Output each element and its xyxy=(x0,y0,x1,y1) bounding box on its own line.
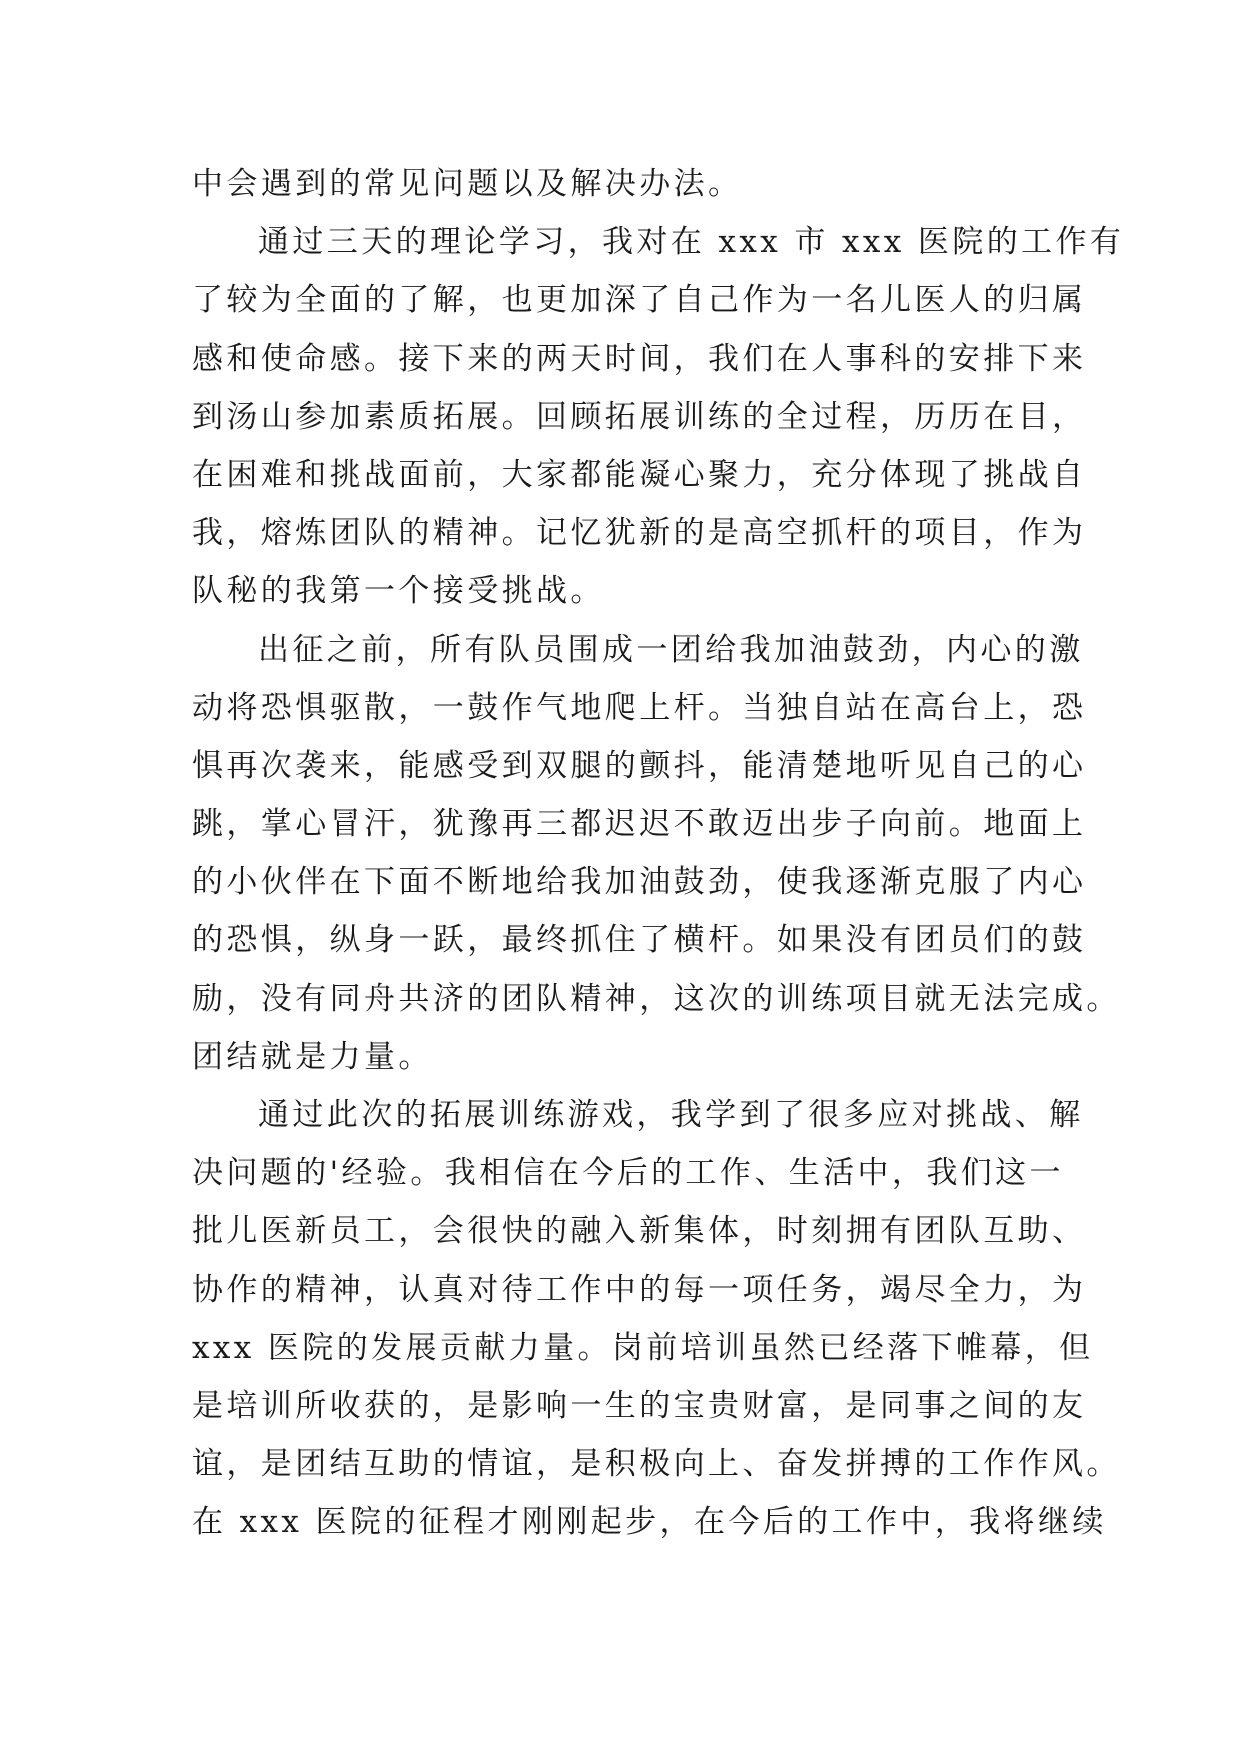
text-line: 队秘的我第一个接受挑战。 xyxy=(192,573,605,610)
text-line: 谊，是团结互助的情谊，是积极向上、奋发拼搏的工作作风。 xyxy=(192,1446,1121,1483)
text-line: xxx 医院的发展贡献力量。岗前培训虽然已经落下帷幕，但 xyxy=(192,1329,1094,1366)
text-line: 在 xxx 医院的征程才刚刚起步，在今后的工作中，我将继续 xyxy=(192,1504,1107,1541)
text-line: 我，熔炼团队的精神。记忆犹新的是高空抓杆的项目，作为 xyxy=(192,515,1087,552)
text-line: 是培训所收获的，是影响一生的宝贵财富，是同事之间的友 xyxy=(192,1387,1087,1424)
text-line: 惧再次袭来，能感受到双腿的颤抖，能清楚地听见自己的心 xyxy=(192,747,1087,784)
text-line: 在困难和挑战面前，大家都能凝心聚力，充分体现了挑战自 xyxy=(192,456,1087,493)
text-line: 协作的精神，认真对待工作中的每一项任务，竭尽全力，为 xyxy=(192,1271,1087,1308)
text-line: 决问题的'经验。我相信在今后的工作、生活中，我们这一 xyxy=(192,1155,1064,1192)
text-line: 出征之前，所有队员围成一团给我加油鼓劲，内心的激 xyxy=(258,631,1084,668)
text-line: 了较为全面的了解，也更加深了自己作为一名儿医人的归属 xyxy=(192,282,1087,319)
text-line: 批儿医新员工，会很快的融入新集体，时刻拥有团队互助、 xyxy=(192,1213,1087,1250)
text-line: 励，没有同舟共济的团队精神，这次的训练项目就无法完成。 xyxy=(192,980,1121,1017)
document-body xyxy=(192,155,1125,1552)
text-line: 跳，掌心冒汗，犹豫再三都迟迟不敢迈出步子向前。地面上 xyxy=(192,806,1087,843)
text-line: 动将恐惧驱散，一鼓作气地爬上杆。当独自站在高台上，恐 xyxy=(192,689,1087,726)
text-line: 到汤山参加素质拓展。回顾拓展训练的全过程，历历在目， xyxy=(192,398,1087,435)
text-line: 感和使命感。接下来的两天时间，我们在人事科的安排下来 xyxy=(192,340,1087,377)
text-line: 通过三天的理论学习，我对在 xxx 市 xxx 医院的工作有 xyxy=(258,224,1125,261)
text-line: 团结就是力量。 xyxy=(192,1038,433,1075)
text-line: 的恐惧，纵身一跃，最终抓住了横杆。如果没有团员们的鼓 xyxy=(192,922,1087,959)
text-line: 中会遇到的常见问题以及解决办法。 xyxy=(192,166,743,202)
text-line: 通过此次的拓展训练游戏，我学到了很多应对挑战、解 xyxy=(258,1097,1084,1133)
text-line: 的小伙伴在下面不断地给我加油鼓劲，使我逐渐克服了内心 xyxy=(192,864,1087,901)
